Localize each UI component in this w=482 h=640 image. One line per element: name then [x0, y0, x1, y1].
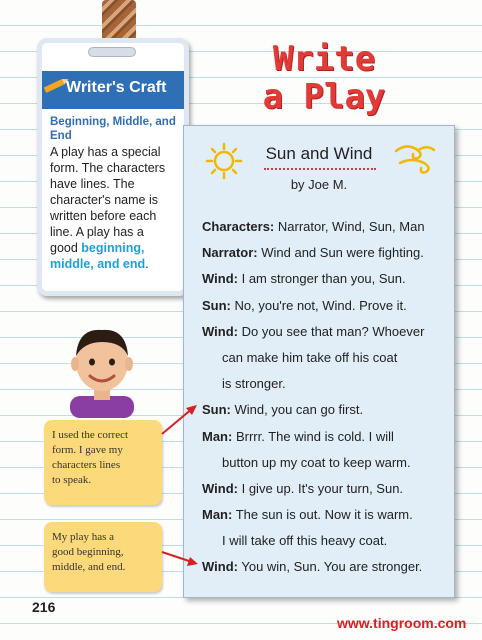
writers-craft-subtitle: Beginning, Middle, and End: [50, 116, 176, 142]
speaker: Sun:: [202, 297, 231, 313]
note-line: good beginning,: [52, 546, 124, 558]
play-line-continued: [202, 450, 452, 476]
play-line: [202, 293, 452, 319]
dialogue: Brrrr. The wind is cold. I will: [232, 428, 394, 444]
badge-slot: [88, 47, 136, 57]
note-beginning-middle-end: [44, 522, 162, 592]
speaker: Characters:: [202, 219, 275, 234]
play-line: [202, 214, 452, 240]
writers-craft-header: [42, 71, 184, 109]
note-line: form. I gave my: [52, 444, 123, 456]
speaker: Narrator:: [202, 245, 258, 261]
arrow-icon: [160, 400, 200, 440]
play-line-continued: [202, 371, 452, 397]
dialogue: can make him take off his coat: [222, 349, 398, 365]
play-line: [202, 502, 452, 528]
highlight-middle-end: middle, and end: [50, 257, 146, 271]
pencil-icon: [44, 79, 65, 93]
note-line: I used the correct: [52, 429, 129, 441]
writers-craft-card: [37, 38, 189, 296]
student-photo: [52, 318, 152, 418]
heading-line-2: a Play: [262, 77, 386, 117]
note-line: middle, and end.: [52, 561, 126, 573]
play-line: [202, 424, 452, 450]
play-lines: [202, 214, 452, 581]
dialogue: I am stronger than you, Sun.: [237, 271, 406, 287]
writers-craft-text-prefix: good: [50, 241, 82, 255]
play-line-continued: [202, 528, 452, 554]
play-line: [202, 397, 452, 423]
speaker: Wind:: [202, 559, 238, 575]
writers-craft-line: have lines. The: [50, 177, 135, 191]
watermark: www.tingroom.com: [337, 615, 467, 631]
dialogue: You win, Sun. You are stronger.: [237, 559, 423, 575]
speaker: Sun:: [202, 402, 231, 418]
play-line: [202, 319, 452, 345]
writers-craft-line: form. The characters: [50, 161, 166, 175]
dialogue: The sun is out. Now it is warm.: [232, 507, 413, 523]
note-line: characters lines: [52, 459, 121, 471]
dialogue: Narrator, Wind, Sun, Man: [274, 219, 425, 234]
writers-craft-text-end: .: [145, 257, 149, 271]
sun-icon: [204, 141, 244, 181]
writers-craft-line: written before each: [50, 209, 157, 223]
dialogue: I will take off this heavy coat.: [222, 533, 388, 549]
writers-craft-line: A play has a special: [50, 145, 161, 159]
speaker: Wind:: [202, 480, 238, 496]
speaker: Man:: [202, 428, 233, 444]
page-heading: [238, 40, 410, 116]
dialogue: I give up. It's your turn, Sun.: [237, 480, 404, 496]
writers-craft-line: character's name is: [50, 193, 158, 207]
play-line: [202, 266, 452, 292]
play-line: [202, 476, 452, 502]
speaker: Wind:: [202, 271, 238, 287]
page-number: 216: [32, 599, 56, 615]
wind-swirl-icon: [392, 141, 438, 179]
dialogue: No, you're not, Wind. Prove it.: [230, 297, 407, 313]
note-line: My play has a: [52, 531, 115, 543]
dialogue: Wind and Sun were fighting.: [257, 245, 424, 261]
dialogue: Wind, you can go first.: [230, 402, 364, 418]
title-underline: [264, 168, 376, 170]
dialogue: button up my coat to keep warm.: [222, 454, 411, 470]
writers-craft-body: [50, 115, 184, 272]
arrow-icon: [160, 548, 200, 572]
writers-craft-line: line. A play has a: [50, 225, 144, 239]
highlight-beginning: beginning,: [81, 241, 145, 255]
writers-craft-text: [50, 144, 184, 272]
note-line: to speak.: [52, 474, 92, 486]
play-title: Sun and Wind: [265, 144, 373, 163]
dialogue: is stronger.: [222, 376, 286, 392]
note-correct-form: [44, 420, 162, 505]
play-line: [202, 554, 452, 580]
play-line-continued: [202, 345, 452, 371]
play-line: [202, 240, 452, 266]
play-author: by Joe M.: [290, 177, 348, 192]
writers-craft-title: Writer's Craft: [66, 79, 167, 96]
speaker: Man:: [202, 507, 233, 523]
heading-line-1: Write: [272, 39, 376, 79]
dialogue: Do you see that man? Whoever: [237, 323, 425, 339]
speaker: Wind:: [202, 323, 238, 339]
play-card: [183, 125, 455, 598]
